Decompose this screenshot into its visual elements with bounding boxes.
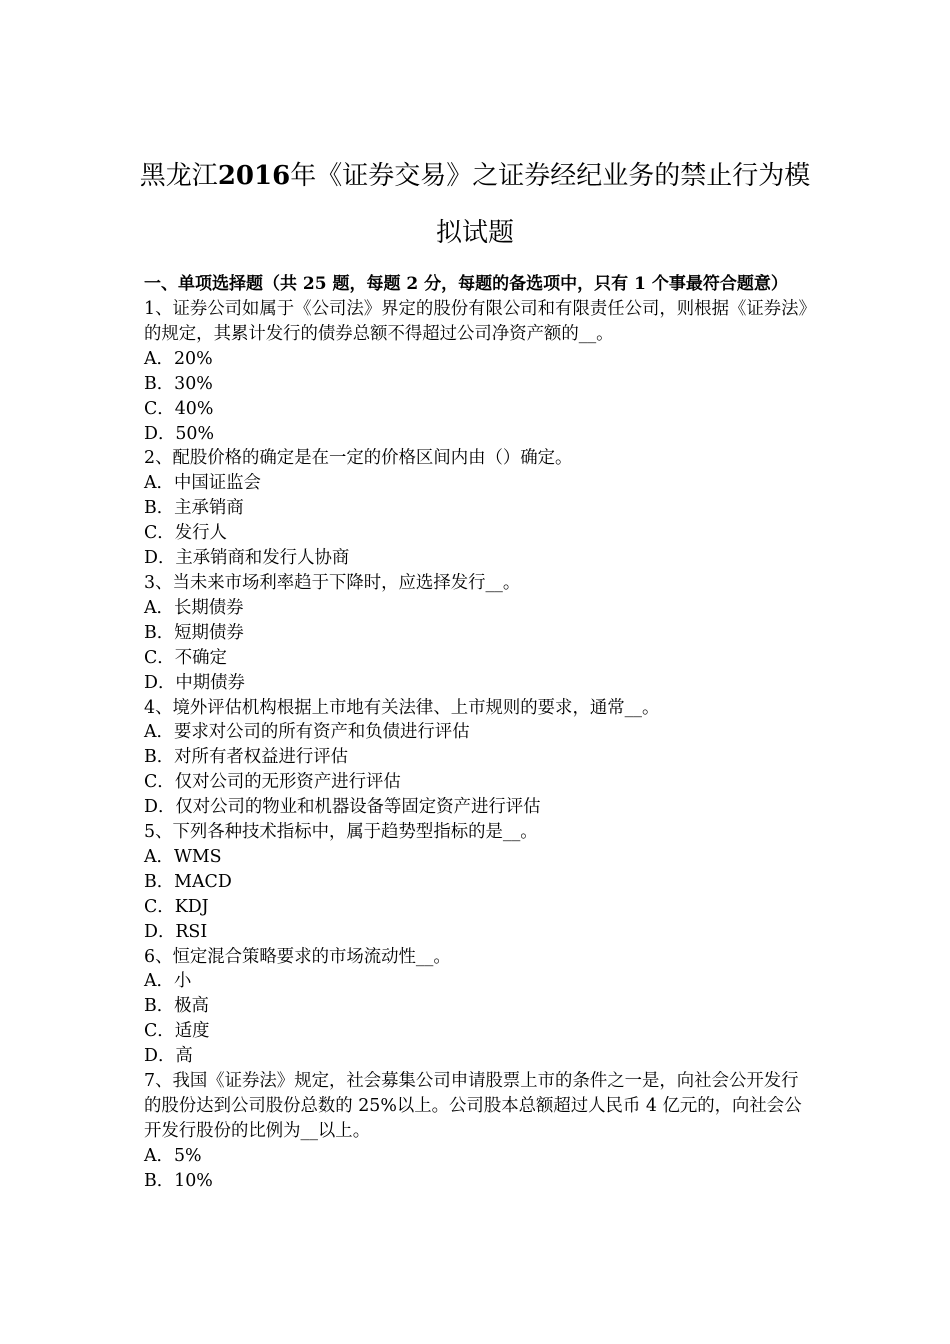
question-6 [144, 945, 809, 1070]
option-c: C．仅对公司的无形资产进行评估 [144, 772, 401, 793]
option-b: B．10% [144, 1170, 213, 1191]
option-a: A．长期债券 [144, 597, 244, 618]
option-b: B．对所有者权益进行评估 [144, 747, 349, 768]
title-line2: 拟试题 [435, 218, 514, 248]
question-3 [144, 571, 809, 696]
question-text: 2、配股价格的确定是在一定的价格区间内由（）确定。 [144, 448, 573, 469]
option-d: D．高 [144, 1046, 193, 1067]
question-text: 4、境外评估机构根据上市地有关法律、上市规则的要求，通常__。 [144, 697, 660, 718]
question-text: 3、当未来市场利率趋于下降时，应选择发行__。 [144, 572, 521, 593]
option-c: C．适度 [144, 1021, 210, 1042]
option-b: B．短期债券 [144, 622, 244, 643]
option-a: A．小 [144, 971, 192, 992]
document-body [144, 272, 809, 1194]
question-text: 7、我国《证券法》规定，社会募集公司申请股票上市的条件之一是，向社会公开发行的股份达到公司股份总数的 25%以上。公司股本总额超过人民币 4 亿元的，向社会公开发行股份的比例为__以上。 [144, 1071, 802, 1141]
option-c: C．不确定 [144, 647, 227, 668]
option-b: B．主承销商 [144, 498, 244, 519]
title-year: 2016 [217, 161, 291, 191]
question-7 [144, 1069, 809, 1194]
option-d: D．RSI [144, 921, 208, 942]
title-part1: 黑龙江 [139, 161, 218, 191]
option-a: A．中国证监会 [144, 473, 261, 494]
option-b: B．30% [144, 373, 213, 394]
option-c: C．40% [144, 398, 214, 419]
question-text: 5、下列各种技术指标中，属于趋势型指标的是__。 [144, 822, 538, 843]
option-a: A．WMS [144, 846, 222, 867]
option-b: B．MACD [144, 871, 232, 892]
document-title [110, 148, 840, 262]
option-c: C．KDJ [144, 896, 209, 917]
option-d: D．中期债券 [144, 672, 245, 693]
question-text: 6、恒定混合策略要求的市场流动性__。 [144, 946, 451, 967]
option-c: C．发行人 [144, 523, 227, 544]
question-5 [144, 820, 809, 945]
question-2 [144, 446, 809, 571]
option-a: A．要求对公司的所有资产和负债进行评估 [144, 722, 470, 743]
option-d: D．主承销商和发行人协商 [144, 548, 350, 569]
option-d: D．仅对公司的物业和机器设备等固定资产进行评估 [144, 797, 541, 818]
option-b: B．极高 [144, 996, 209, 1017]
option-d: D．50% [144, 423, 214, 444]
question-text: 1、证券公司如属于《公司法》界定的股份有限公司和有限责任公司，则根据《证券法》的规定，其累计发行的债券总额不得超过公司净资产额的__。 [144, 299, 808, 344]
option-a: A．20% [144, 348, 213, 369]
question-4 [144, 696, 809, 821]
option-a: A．5% [144, 1145, 202, 1166]
question-1 [144, 297, 809, 446]
section-heading: 一、单项选择题（共 25 题，每题 2 分，每题的备选项中，只有 1 个事最符合题意） [144, 274, 788, 294]
title-part2: 年《证券交易》之证券经纪业务的禁止行为模 [290, 161, 811, 191]
